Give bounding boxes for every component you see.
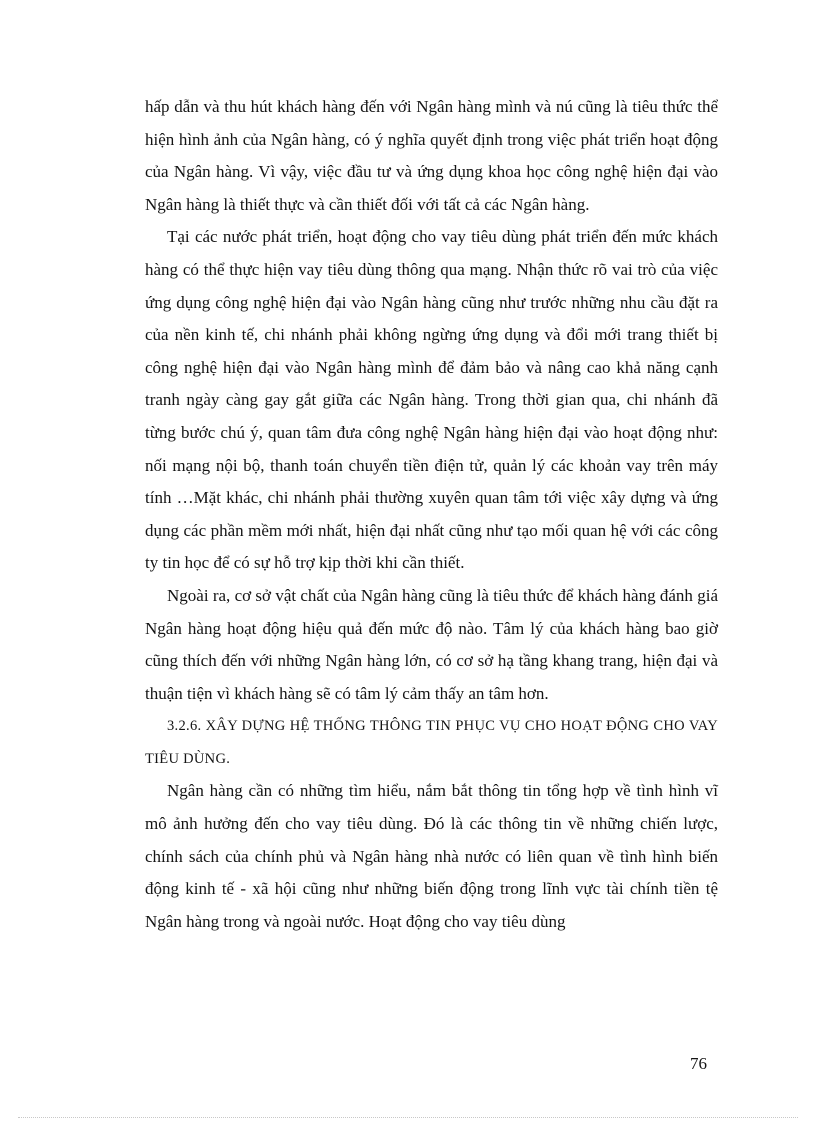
section-heading: 3.2.6. XÂY DỰNG HỆ THỐNG THÔNG TIN PHỤC VỤ CHO HOẠT ĐỘNG CHO VAY TIÊU DÙNG. — [145, 718, 718, 767]
page-number: 76 — [690, 1054, 707, 1073]
paragraph-facilities: Ngoài ra, cơ sở vật chất của Ngân hàng cũng là tiêu thức để khách hàng đánh giá Ngân hàng hoạt động hiệu quả đến mức độ nào. Tâm lý của khách hàng bao giờ cũng thích đến với những Ngân hàng lớn, có cơ sở hạ tầng khang trang, hiện đại và thuận tiện vì khách hàng sẽ có tâm lý cảm thấy an tâm hơn. — [145, 585, 718, 703]
paragraph-developed-countries: Tại các nước phát triển, hoạt động cho vay tiêu dùng phát triển đến mức khách hàng có thể thực hiện vay tiêu dùng thông qua mạng. Nhận thức rõ vai trò của việc ứng dụng công nghệ hiện đại vào Ngân hàng cũng như trước những nhu cầu đặt ra của nền kinh tế, chi nhánh phải không ngừng ứng dụng và đổi mới trang thiết bị công nghệ hiện đại vào Ngân hàng mình để đảm bảo và nâng cao khả năng cạnh tranh ngày càng gay gắt giữa các Ngân hàng. Trong thời gian qua, chi nhánh đã từng bước chú ý, quan tâm đưa công nghệ Ngân hàng hiện đại vào hoạt động như: nối mạng nội bộ, thanh toán chuyển tiền điện tử, quản lý các khoản vay trên máy tính …Mặt khác, chi nhánh phải thường xuyên quan tâm tới việc xây dựng và ứng dụng các phần mềm mới nhất, hiện đại nhất cũng như tạo mối quan hệ với các công ty tin học để có sự hỗ trợ kịp thời khi cần thiết. — [145, 227, 718, 573]
body-text — [145, 91, 718, 938]
footer-divider — [18, 1117, 798, 1118]
paragraph-continued: hấp dẫn và thu hút khách hàng đến với Ngân hàng mình và nú cũng là tiêu thức thể hiện hình ảnh của Ngân hàng, có ý nghĩa quyết định trong việc phát triển hoạt động của Ngân hàng. Vì vậy, việc đầu tư và ứng dụng khoa học công nghệ hiện đại vào Ngân hàng là thiết thực và cần thiết đối với tất cả các Ngân hàng. — [145, 97, 718, 214]
paragraph-information: Ngân hàng cần có những tìm hiểu, nắm bắt thông tin tổng hợp về tình hình vĩ mô ảnh hưởng đến cho vay tiêu dùng. Đó là các thông tin về những chiến lược, chính sách của chính phủ và Ngân hàng nhà nước có liên quan về tình hình biến động kinh tế - xã hội cũng như những biến động trong lĩnh vực tài chính tiền tệ Ngân hàng trong và ngoài nước. Hoạt động cho vay tiêu dùng — [145, 781, 718, 931]
